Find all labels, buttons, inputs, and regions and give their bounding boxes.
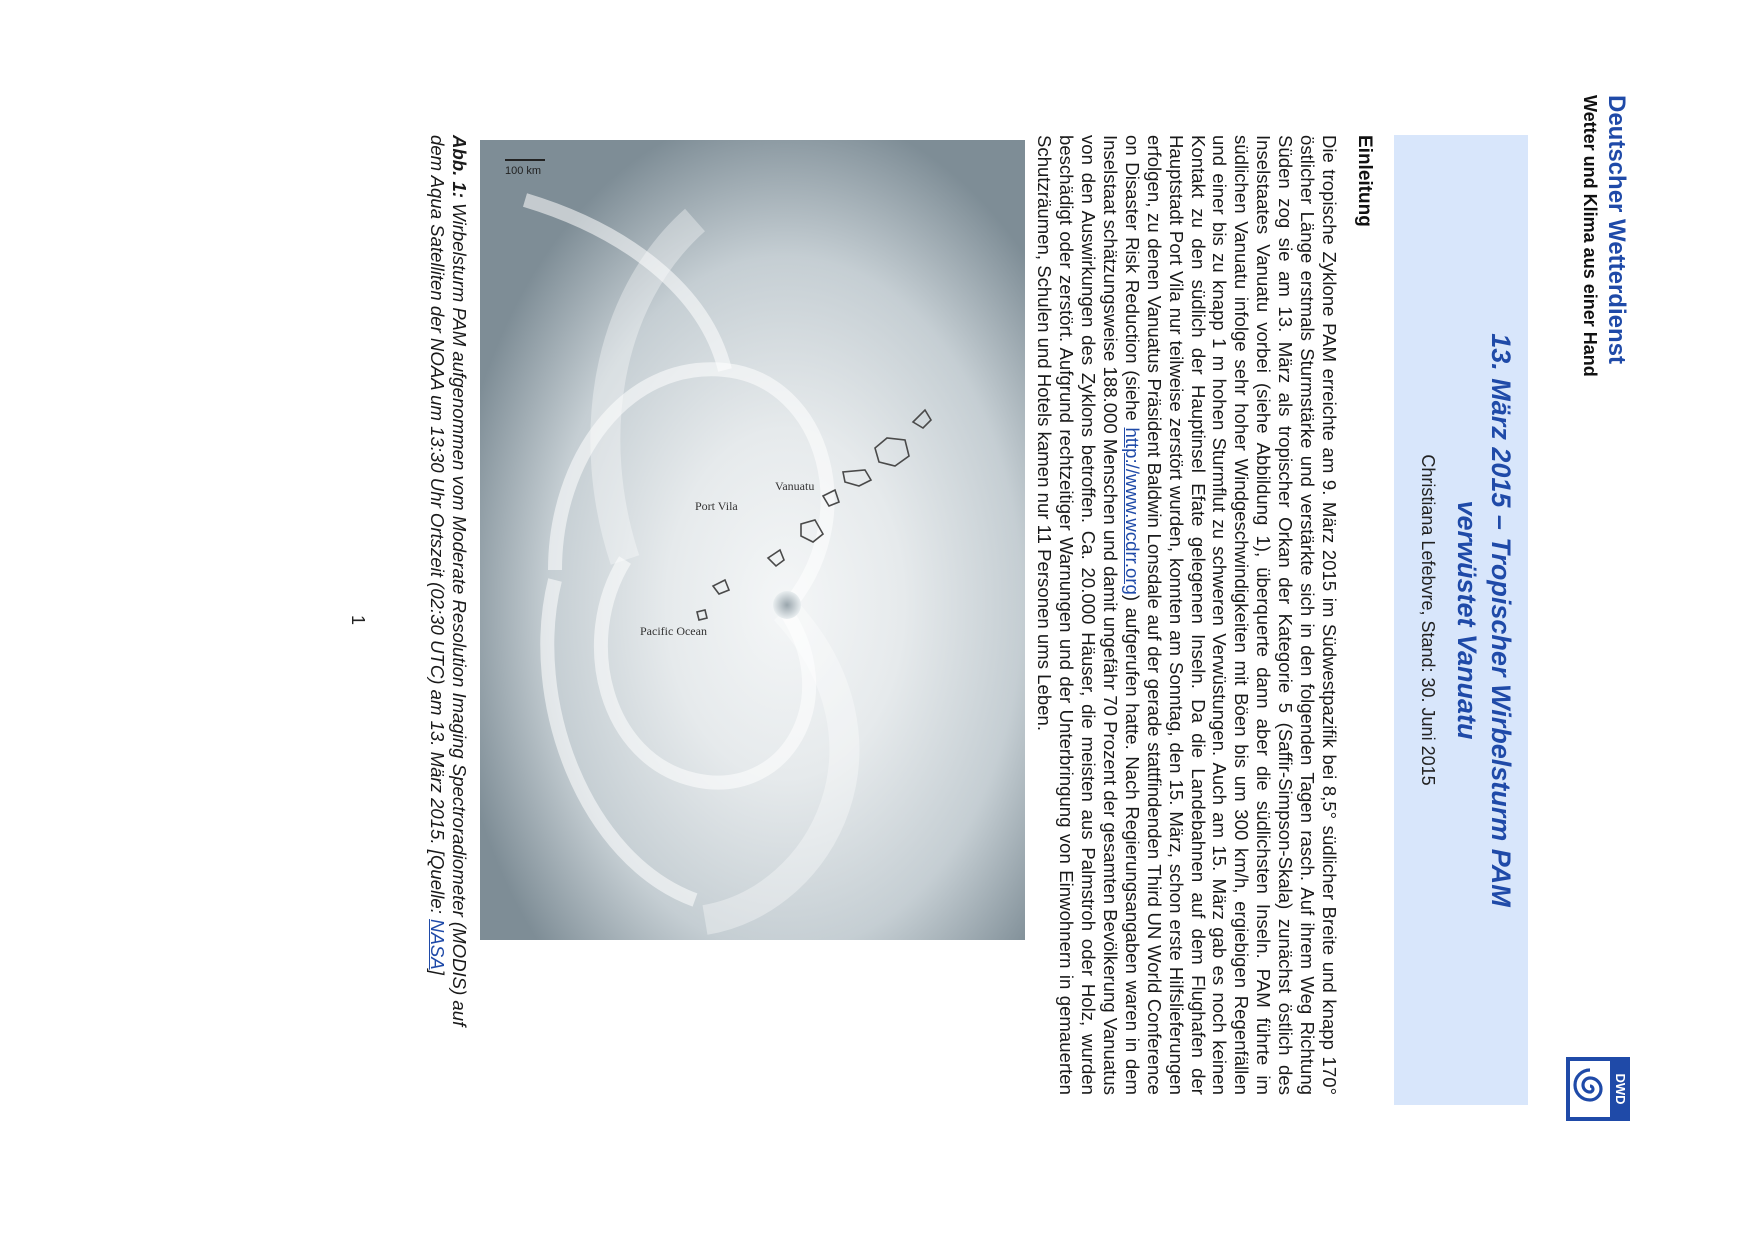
- logo-text: DWD: [1613, 1073, 1628, 1105]
- storm-eye: [773, 591, 801, 619]
- body-text-1: Die tropische Zyklone PAM erreichte am 9. März 2015 im Südwestpazifik bei 8,5° südlicher Breite und knapp 170° östlicher Länge erstmals Sturmstärke und verstärkte sich in den folgenden Tagen rasch. Auf ihrem Weg Richtung Süden zog sie am 13. März als tropischer Orkan der Kategorie 5 (Saffir-Simpson-Skala) zunächst östlich des Inselstaates Vanuatu vorbei (siehe Abbildung 1), überquerte dann aber die südlichsten Inseln. PAM führte im südlichen Vanuatu infolge sehr hoher Windgeschwindigkeiten mit Böen bis um 300 km/h, ergiebigen Regenfällen und einer bis zu knapp 1 m hohen Sturmflut zu schweren Verwüstungen. Auch am 15. März gab es noch keinen Kontakt zu den südlich der Hauptinsel Efate gelegenen Inseln. Da die Landebahnen auf dem Flughafen der Hauptstadt Port Vila nur teilweise zerstört wurden, konnten am Sonntag, den 15. März, schon erste Hilfslieferungen erfolgen, zu denen Vanuatus Präsident Baldwin Lonsdale auf der gerade stattfindenden Third UN World Conference on Disaster Risk Reduction (siehe: [1121, 135, 1340, 1095]
- nasa-link[interactable]: NASA: [427, 919, 448, 970]
- figure-caption: [426, 135, 470, 1040]
- dwd-header: [1550, 95, 1630, 1105]
- wcdrr-link[interactable]: http://www.wcdrr.org: [1121, 427, 1143, 595]
- caption-text: Wirbelsturm PAM aufgenommen vom Moderate Resolution Imaging Spectroradiometer (MODIS) auf dem Aqua Satelliten der NOAA um 13:30 Uhr Ortszeit (02:30 UTC) am 13. März 2015. [Quelle:: [427, 135, 470, 1027]
- label-city: Port Vila: [695, 499, 738, 513]
- org-name: Deutscher Wetterdienst: [1603, 95, 1630, 364]
- author-line: Christiana Lefebvre, Stand: 30. Juni 2015: [1418, 454, 1438, 786]
- body-paragraph: [1033, 135, 1340, 1095]
- satellite-image: [480, 140, 1025, 940]
- caption-end: ]: [427, 969, 448, 975]
- scale-label: 100 km: [505, 165, 542, 177]
- title-line-1: 13. März 2015 – Tropischer Wirbelsturm PAM: [1486, 333, 1516, 907]
- title-line-2: verwüstet Vanuatu: [1452, 500, 1482, 740]
- page-title: [1450, 135, 1518, 1105]
- section-heading: Einleitung: [1354, 135, 1375, 227]
- org-tagline: Wetter und Klima aus einer Hand: [1580, 95, 1600, 377]
- page-number: 1: [348, 614, 368, 625]
- label-ocean: Pacific Ocean: [640, 624, 707, 638]
- title-box: [1394, 135, 1528, 1105]
- body-text-2: ) aufgerufen hatte. Nach Regierungsangaben waren in dem Inselstaat schätzungsweise 188.000 Menschen und damit ungefähr 70 Prozent der gesamten Bevölkerung Vanuatus von den Auswirkungen des Zyklons betroffen. Ca. 20.000 Häuser, die meisten aus Palmstroh oder Holz, wurden beschädigt oder zerstört. Aufgrund rechtzeitiger Warnungen und der Unterbringung von Einwohnern in gemauerten Schutzräumen, Schulen und Hotels kamen nur 11 Personen ums Leben.: [1034, 135, 1143, 1095]
- caption-label: Abb. 1:: [449, 135, 470, 199]
- dwd-logo-icon: [1566, 1057, 1630, 1121]
- label-country: Vanuatu: [775, 479, 815, 493]
